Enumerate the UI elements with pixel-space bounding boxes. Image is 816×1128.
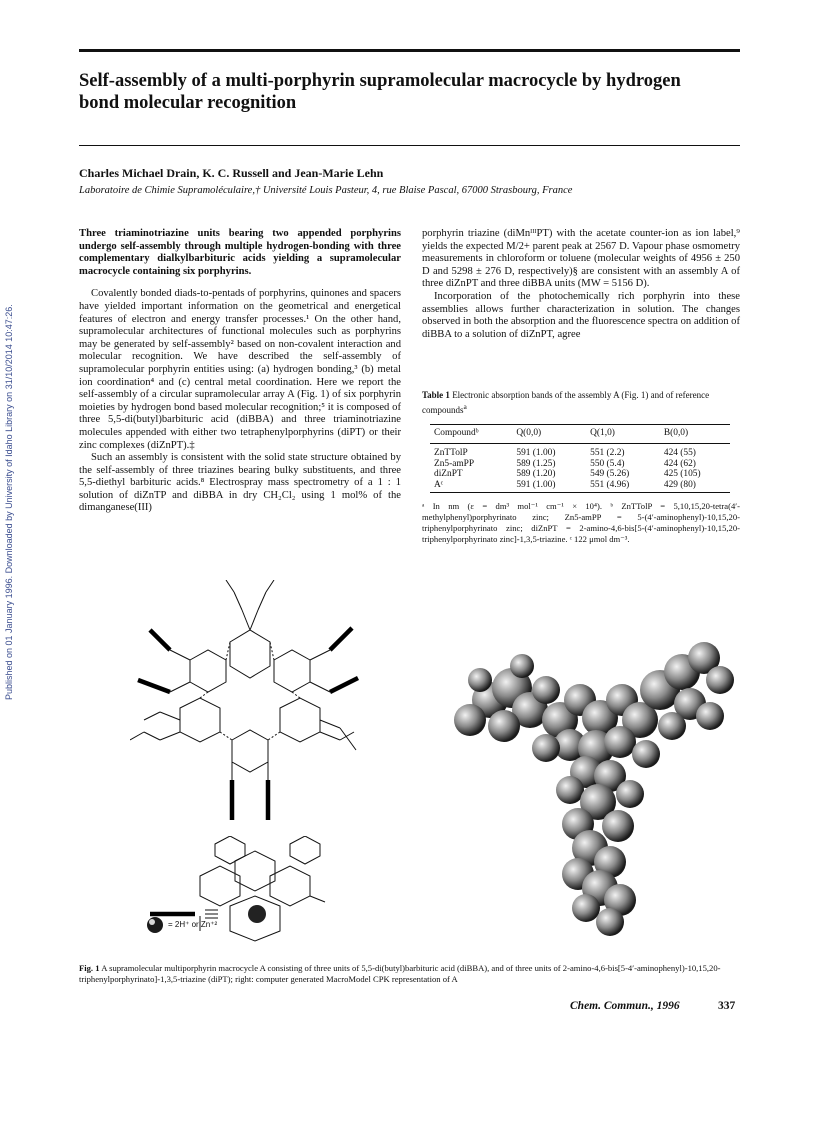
table-cell: 550 (5.4) [590,458,625,469]
table-cell: 551 (2.2) [590,448,625,458]
authors: Charles Michael Drain, K. C. Russell and Jean-Marie Lehn [79,166,384,180]
table-1 [422,390,740,545]
right-column [422,228,740,341]
table-header-compound: Compoundᵇ [430,425,512,444]
figure-caption-label: Fig. 1 [79,963,100,973]
top-rule [79,49,740,52]
figure-caption-text: A supramolecular multiporphyrin macrocycle A consisting of three units of 5,5-di(butyl)barbituric acid (diBBA), and of three units of 2-amino-4,6-bis[5-4′-aminophenyl)-10,15,20-triphenylporphyrinato]-1,3,5-triazine (diPT); right: computer generated MacroModel CPK representation of A [79,963,721,984]
table-caption-text: Electronic absorption bands of the assembly A (Fig. 1) and of reference compounds [422,390,710,415]
table-caption-mark: a [463,402,467,411]
article-title: Self-assembly of a multi-porphyrin supramolecular macrocycle by hydrogen bond molecular recognition [79,71,681,113]
table-label: Table 1 [422,390,450,400]
table-cell: 591 (1.00) [512,480,586,493]
journal-footer: Chem. Commun., 1996 [570,1000,680,1012]
table-cell: 549 (5.26) [590,469,630,480]
table-cell: Aᶜ [430,480,512,493]
cpk-model-image [450,630,740,940]
table-cell: 589 (1.25) [516,458,556,469]
sphere-legend-label: = 2H⁺ or Zn⁺² [168,920,218,929]
absorption-table [430,424,730,493]
table-row [430,444,730,459]
body-paragraph-4: Incorporation of the photochemically rich porphyrin into these assemblies allows further characterization in solution. The changes observed in both the absorption and the fluorescence spectra on addition of diBBA to a solution of diZnPT, agree [422,290,741,340]
left-column [79,228,401,515]
table-cell: Zn5-amPP [434,458,475,469]
table-header-q10: Q(1,0) [586,425,660,444]
table-cell: 429 (80) [660,480,730,493]
figure-caption [79,963,740,985]
hydrogen-bond-structure-diagram [130,580,360,830]
table-cell: ZnTTolP [434,448,468,458]
table-row [430,459,730,470]
table-row [430,469,730,480]
table-cell: 551 (4.96) [586,480,660,493]
table-cell: 591 (1.00) [516,448,556,458]
table-header-b00: B(0,0) [660,425,730,444]
table-header-q00: Q(0,0) [512,425,586,444]
body-paragraph-1: Covalently bonded diads-to-pentads of porphyrins, quinones and spacers have yielded important information on the geometrical and energetical features of electron and energy transfer processes.¹ On the other hand, supramolecular architectures of functional molecules such as porphyrins may be generated by self-assembly² based on non-covalent interaction and molecular recognition. We have described the self-assembly of supramolecular porphyrin entities using: (a) hydrogen bonding,³ (b) metal ion coordination⁴ and (c) central metal coordination. Here we report the self-assembly of a circular supramolecular array A (Fig. 1) of six porphyrin moieties by hydrogen bond based molecular recognition;⁵ it is composed of three 5,5-di(butyl)barbituric acid (diBBA) and three triaminotriazine molecules appended with either two tetraphenylporphyrins (diPT) or their zinc complexes (diZnPT).‡ [79,288,401,451]
table-cell: 589 (1.20) [516,469,556,480]
title-rule [79,145,740,146]
body-paragraph-3: porphyrin triazine (diMnᴵᴵᴵPT) with the acetate counter-ion as ion label,⁹ yields the expected M/2+ parent peak at 2567 D. Vapour phase osmometry measurements in chloroform or toluene (molecular weights of 4956 ± 250 D and 5298 ± 276 D, respectively)§ are consistent with an assembly A of three diZnPT and three diBBA units (MW = 5156 D). [422,228,740,290]
table-cell: 424 (62) [663,458,696,469]
table-cell: 424 (55) [663,448,696,458]
page-number: 337 [718,1000,736,1012]
table-cell: diZnPT [434,469,463,480]
download-sidebar-note[interactable]: Published on 01 January 1996. Downloaded by University of Idaho Library on 31/10/2014 10:47:26. [4,304,14,700]
affiliation: Laboratoire de Chimie Supramoléculaire,† Université Louis Pasteur, 4, rue Blaise Pascal, 67000 Strasbourg, France [79,185,573,196]
porphyrin-structure-diagram [140,836,370,956]
body-paragraph-2: Such an assembly is consistent with the solid state structure obtained by the self-assembly of three triazines bearing bulky substituents, and three 5,5-diethyl barbituric acids.⁸ Electrospray mass spectrometry of a 1 : 1 solution of diZnTP and diBBA in dry CH₂Cl₂ using 1 mol% of the dimanganese(III) [79,452,401,514]
table-footnote: ᵃ In nm (ε = dm³ mol⁻¹ cm⁻¹ × 10⁴). ᵇ ZnTTolP = 5,10,15,20-tetra(4′-methylphenyl)porphyrinato zinc; Zn5-amPP = 5-(4′-aminophenyl)-10,15,20-triphenylporphyrinato zinc; diZnPT = 2-amino-4,6-bis[5-(4′-aminophenyl)-10,15,20-triphenylporphyrinato zinc]-1,3,5-triazine. ᶜ 122 μmol dm⁻³. [422,501,740,544]
table-caption [422,390,740,416]
abstract: Three triaminotriazine units bearing two appended porphyrins undergo self-assembly through multiple hydrogen-bonding with three complementary dialkylbarbituric acids yielding a supramolecular macrocycle containing six porphyrins. [79,228,401,277]
sphere-legend-icon [146,916,164,934]
table-cell: 425 (105) [663,469,701,480]
table-row [430,480,730,493]
